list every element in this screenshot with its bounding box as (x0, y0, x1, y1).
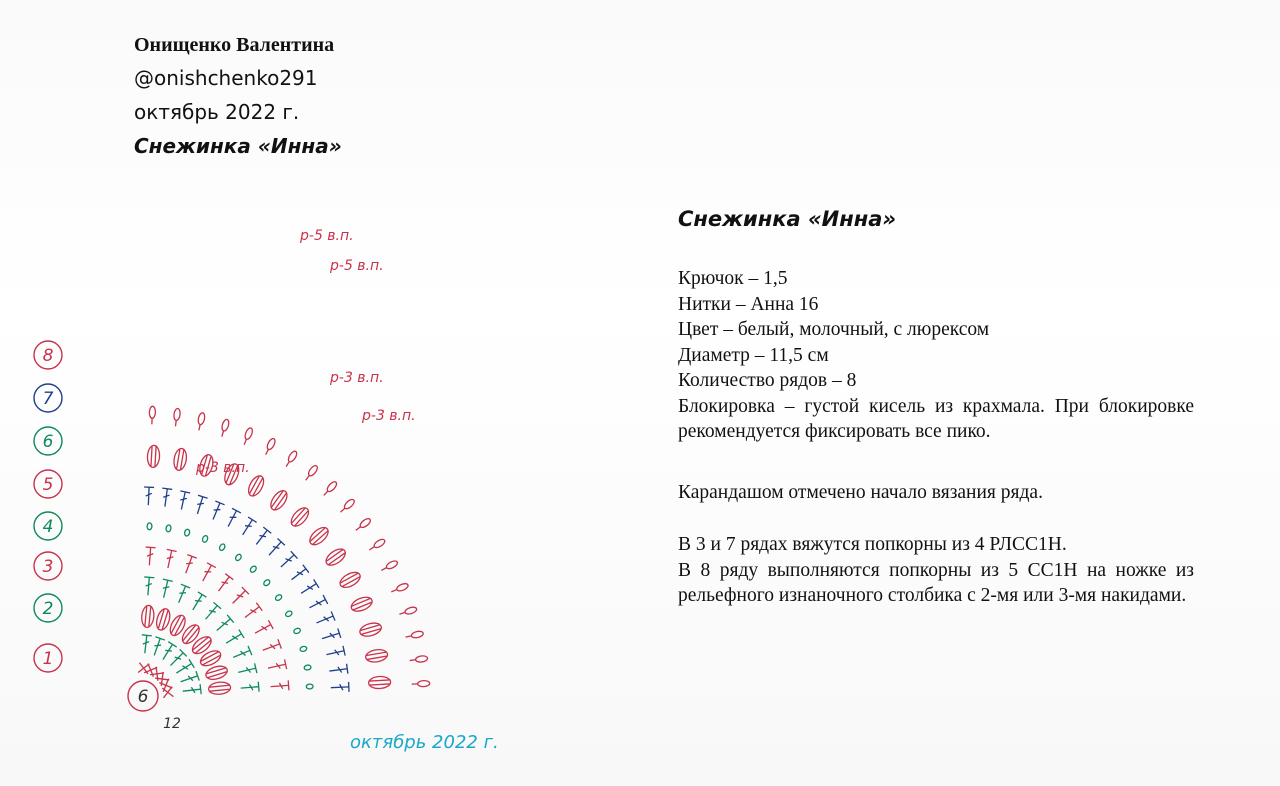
picot-label: р-3 в.п. (362, 408, 416, 424)
stitch-symbol (159, 642, 177, 663)
row-number-6 (34, 427, 62, 455)
stitch-symbol (150, 637, 165, 657)
popcorn-note-1: В 3 и 7 рядах вяжутся попкорны из 4 РЛСС1Н. (678, 534, 1067, 555)
svg-text:4: 4 (42, 517, 54, 537)
row-number-8 (34, 341, 62, 369)
spec-diameter: Диаметр – 11,5 см (678, 344, 829, 366)
stitch-symbol (299, 646, 307, 652)
stitch-symbol (368, 538, 386, 553)
stitch-symbol (237, 663, 257, 677)
stitch-symbol (184, 529, 190, 537)
stitch-symbol (249, 565, 257, 573)
stitch-symbol (174, 584, 190, 604)
stitch-symbol (331, 682, 349, 693)
stitch-symbol (163, 549, 177, 569)
stitch-symbol (229, 587, 249, 607)
stitch-symbol (182, 684, 201, 696)
stitch-symbol (398, 606, 417, 617)
stitch-symbol (358, 621, 382, 639)
stitch-symbol (224, 630, 245, 648)
stitch-symbol (298, 579, 319, 597)
stitch-symbol (270, 680, 289, 691)
stitch-symbol (277, 551, 297, 571)
stitch-symbol (323, 546, 348, 569)
stitch-symbol (176, 491, 190, 511)
stitch-symbol (246, 473, 267, 498)
svg-text:5: 5 (42, 475, 54, 495)
picot-label: р-5 в.п. (330, 258, 384, 274)
stitch-symbol (202, 535, 209, 543)
stitch-symbol (196, 412, 206, 431)
stitch-symbol (143, 487, 154, 505)
stitch-symbol (204, 664, 229, 682)
stitch-symbol (390, 582, 409, 594)
picot-label: р-3 в.п. (196, 460, 250, 476)
stitch-symbol (242, 603, 262, 622)
stitch-symbol (193, 495, 208, 515)
stitch-symbol (240, 682, 259, 693)
svg-text:6: 6 (137, 687, 149, 707)
stitch-symbol (263, 437, 277, 456)
stitch-symbol (338, 498, 355, 515)
stitch-symbol (174, 659, 195, 677)
stitch-symbol (202, 602, 221, 622)
stitch-symbol (409, 655, 428, 663)
stitch-symbol (140, 635, 152, 654)
center-subcount: 12 (163, 716, 181, 732)
stitch-symbol (304, 665, 312, 671)
stitch-symbol (338, 569, 363, 590)
popcorn-note-2: В 8 ряду выполняются попкорны из 5 СС1Н на ножке из рельефного изнаночного столбика с 2-мя или 3-мя накидами. (678, 559, 1194, 606)
stitch-symbol (179, 622, 202, 647)
stitch-symbol (306, 684, 313, 689)
svg-text:6: 6 (42, 432, 54, 452)
stitch-symbol (380, 559, 399, 573)
author-handle: @onishchenko291 (134, 66, 318, 90)
stitch-symbol (325, 646, 345, 660)
center-ring-count (128, 681, 158, 711)
header-title: Снежинка «Инна» (134, 134, 342, 158)
stitch-symbol (166, 525, 172, 533)
stitch-symbol (307, 524, 331, 548)
picot-label: р-5 в.п. (300, 228, 354, 244)
spec-hook: Крючок – 1,5 (678, 268, 788, 289)
stitch-symbol (172, 408, 180, 427)
row-number-2 (34, 594, 62, 622)
svg-text:3: 3 (42, 557, 54, 577)
pencil-note: Карандашом отмечено начало вязания ряда. (678, 482, 1043, 503)
stitch-symbol (261, 639, 281, 655)
stitch-symbol (215, 574, 234, 594)
row-number-7 (34, 384, 62, 412)
stitch-symbol (354, 517, 372, 533)
stitch-symbol (288, 505, 312, 529)
stitch-symbol (159, 579, 173, 599)
stitch-symbol (285, 610, 293, 617)
header-date: октябрь 2022 г. (134, 100, 300, 124)
svg-text:8: 8 (42, 346, 54, 366)
stitch-symbol (208, 501, 224, 521)
row-number-4 (34, 512, 62, 540)
stitch-symbol (189, 634, 214, 657)
stitch-symbol (329, 664, 348, 676)
row-number-5 (34, 470, 62, 498)
stitch-symbol (412, 680, 430, 687)
stitch-symbol (321, 628, 341, 643)
stitch-symbol (214, 615, 234, 634)
stitch-symbol (405, 630, 424, 640)
stitch-symbol (268, 488, 291, 513)
stitch-symbol (208, 681, 231, 695)
spec-color: Цвет – белый, молочный, с люрексом (678, 319, 990, 340)
stitch-symbol (234, 553, 242, 561)
svg-text:7: 7 (42, 389, 54, 409)
row-number-3 (34, 552, 62, 580)
stitch-symbol (141, 605, 155, 628)
svg-text:1: 1 (42, 649, 54, 669)
stitch-symbol (143, 577, 154, 596)
stitch-symbol (154, 607, 172, 632)
stitch-symbol (149, 406, 156, 424)
stitch-symbol (144, 547, 155, 566)
description-title: Снежинка «Инна» (678, 207, 897, 231)
stitch-symbol (284, 450, 299, 468)
stitch-symbol (224, 508, 241, 529)
stitch-symbol (189, 592, 207, 613)
stitch-symbol (274, 594, 282, 602)
stitch-symbol (322, 480, 339, 497)
stitch-symbol (349, 594, 374, 614)
stitch-symbol (231, 646, 251, 662)
svg-text:2: 2 (42, 599, 54, 619)
stitch-symbol (368, 676, 391, 689)
stitch-symbol (219, 419, 230, 438)
stitch-symbol (307, 595, 328, 612)
stitch-symbol (263, 579, 271, 587)
stitch-symbol (315, 611, 335, 627)
stitch-symbol (179, 671, 199, 686)
stitch-symbol (289, 565, 309, 584)
spec-rows: Количество рядов – 8 (678, 370, 857, 391)
stitch-symbol (147, 523, 152, 530)
stitch-symbol (265, 538, 285, 558)
stitch-symbol (267, 659, 287, 673)
row-number-1 (34, 644, 62, 672)
popcorn-notes (678, 532, 1194, 609)
stitch-symbol (293, 627, 301, 634)
stitch-symbol (241, 427, 253, 446)
spec-blocking: Блокировка – густой кисель из крахмала. При блокировке рекомендуется фиксировать все пико. (678, 395, 1194, 442)
stitch-symbol (238, 517, 256, 538)
stitch-symbol (365, 648, 389, 664)
stitch-symbol (253, 620, 274, 637)
author-name: Онищенко Валентина (134, 34, 335, 56)
stitch-symbol (147, 445, 160, 468)
picot-label: р-3 в.п. (330, 370, 384, 386)
stitch-symbol (181, 555, 197, 575)
stitch-symbol (252, 527, 271, 547)
stitch-symbol (172, 448, 188, 472)
stitch-symbol (198, 563, 215, 584)
diagram-signature: октябрь 2022 г. (350, 732, 499, 753)
stitch-symbol (303, 464, 319, 482)
stitch-symbol (160, 488, 172, 507)
spec-list (678, 266, 1194, 445)
stitch-symbol (218, 543, 225, 551)
crochet-diagram (0, 220, 620, 786)
spec-yarn: Нитки – Анна 16 (678, 293, 819, 315)
